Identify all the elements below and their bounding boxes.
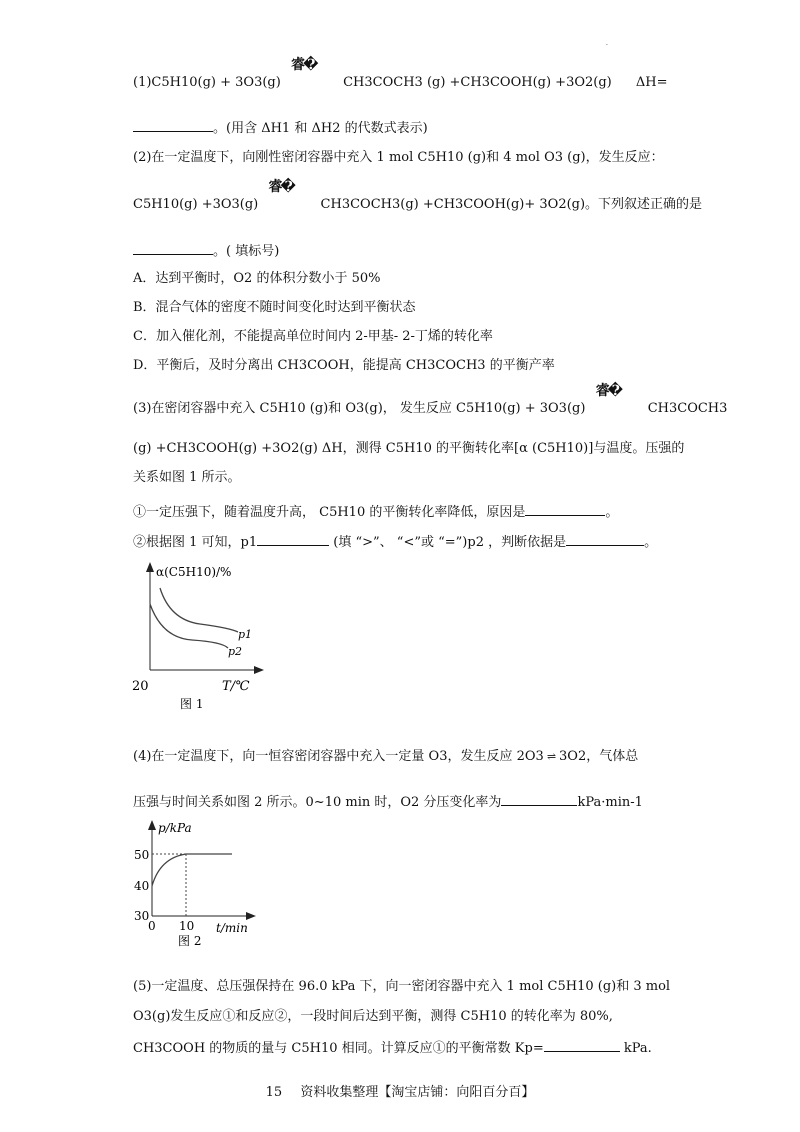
q3-sub2a: ②根据图 1 可知，p1 (133, 535, 258, 550)
q4-line1 (133, 748, 638, 766)
fig2-xtick-0: 0 (148, 919, 156, 933)
fig2-x-arrow (246, 912, 256, 920)
q5-line3 (133, 1038, 652, 1058)
figure-1 (130, 560, 270, 720)
fig2-ytick-40: 40 (134, 879, 150, 893)
fig2-ylabel: p/kPa (158, 821, 192, 835)
q4-line1b: 3O2，气体总 (559, 749, 639, 764)
q2-instruction: 。( 填标号) (213, 244, 280, 259)
q3-sub2c: 。 (644, 535, 658, 550)
q3-sub1b: 。 (605, 505, 619, 520)
fig1-x-start: 20 (132, 679, 149, 694)
q1-instruction: 。(用含 ΔH1 和 ΔH2 的代数式表示) (213, 121, 428, 136)
fig1-label-p2: p2 (228, 645, 243, 658)
q4-line2b: kPa·min-1 (577, 795, 643, 810)
q1-line1 (133, 56, 668, 92)
q4-line2 (133, 792, 643, 812)
reaction-arrow-3: 睿� (595, 382, 622, 399)
answer-blank-1[interactable] (133, 118, 213, 132)
q3-line1a: (3)在密闭容器中充入 C5H10 (g)和 O3(g)， 发生反应 C5H10(g) + 3O3(g) (133, 401, 586, 416)
fig1-xlabel: T/℃ (222, 679, 250, 694)
q2-products: CH3COCH3(g) +CH3COOH(g)+ 3O2(g)。下列叙述正确的是 (320, 197, 703, 212)
q5-line3a: CH3COOH 的物质的量与 C5H10 相同。计算反应①的平衡常数 Kp= (133, 1041, 544, 1056)
q1-products: CH3COCH3 (g) +CH3COOH(g) +3O2(g) (343, 75, 612, 90)
q2-intro: (2)在一定温度下，向刚性密闭容器中充入 1 mol C5H10 (g)和 4 mol O3 (g)，发生反应： (133, 150, 664, 165)
footer-text: 资料收集整理【淘宝店铺：向阳百分百】 (300, 1085, 535, 1100)
q3-line2: (g) +CH3COOH(g) +3O2(g) ΔH，测得 C5H10 的平衡转化率[α (C5H10)]与温度。压强的 (133, 441, 685, 456)
q3-line3: 关系如图 1 所示。 (133, 470, 241, 485)
fig1-caption: 图 1 (180, 697, 204, 711)
q3-sub1 (133, 502, 618, 522)
q5-line1: (5)一定温度、总压强保持在 96.0 kPa 下，向一密闭容器中充入 1 mol C5H10 (g)和 3 mol (133, 979, 671, 994)
q2-reactants: C5H10(g) +3O3(g) (133, 197, 259, 212)
fig1-ylabel: α(C5H10)/% (156, 565, 232, 579)
option-c: C．加入催化剂，不能提高单位时间内 2-甲基- 2-丁烯的转化率 (133, 329, 493, 344)
answer-blank-7[interactable] (544, 1038, 620, 1052)
option-b: B．混合气体的密度不随时间变化时达到平衡状态 (133, 300, 416, 315)
fig1-x-arrow (254, 666, 264, 674)
fig2-caption: 图 2 (178, 934, 202, 948)
q3-sub2 (133, 532, 657, 552)
q2-line3 (133, 241, 279, 261)
fig2-xtick-10: 10 (179, 919, 195, 933)
option-a: A．达到平衡时，O2 的体积分数小于 50% (133, 271, 381, 286)
q1-equation: (1)C5H10(g) + 3O3(g) (133, 75, 281, 90)
fig2-ytick-50: 50 (134, 848, 150, 862)
equilibrium-arrow-icon: ⇌ (546, 749, 557, 763)
answer-blank-2[interactable] (133, 241, 213, 255)
option-d: D．平衡后，及时分离出 CH3COOH，能提高 CH3COCH3 的平衡产率 (133, 358, 555, 373)
fig2-y-arrow (148, 820, 156, 830)
q1-line2 (133, 118, 428, 138)
q2-line2 (133, 178, 703, 214)
answer-blank-6[interactable] (501, 792, 577, 806)
q3-sub1a: ①一定压强下，随着温度升高， C5H10 的平衡转化率降低，原因是 (133, 505, 526, 520)
q1-dh: ΔH= (635, 75, 668, 90)
fig2-ytick-30: 30 (134, 909, 150, 923)
q3-sub2b: (填 “>”、 “<”或 “=”)p2 ，判断依据是 (329, 535, 567, 550)
fig2-pressure-curve (152, 854, 232, 886)
q3-line1b: CH3COCH3 (647, 401, 728, 416)
corner-mark: · (606, 42, 608, 49)
answer-blank-3[interactable] (525, 502, 605, 516)
q3-line1 (133, 382, 728, 418)
answer-blank-5[interactable] (566, 532, 644, 546)
fig2-xlabel: t/min (216, 921, 248, 935)
fig1-curve-p1 (160, 588, 238, 632)
q4-line1a: (4)在一定温度下，向一恒容密闭容器中充入一定量 O3，发生反应 2O3 (133, 749, 544, 764)
fig1-label-p1: p1 (238, 628, 253, 641)
q5-line2: O3(g)发生反应①和反应②，一段时间后达到平衡，测得 C5H10 的转化率为 80%, (133, 1009, 613, 1024)
figure-2 (130, 818, 260, 953)
reaction-arrow-2: 睿� (268, 178, 294, 195)
q4-line2a: 压强与时间关系如图 2 所示。0~10 min 时，O2 分压变化率为 (133, 795, 502, 810)
page-footer (0, 1081, 800, 1100)
fig1-y-arrow (146, 562, 154, 572)
reaction-arrow-1: 睿� (290, 56, 317, 73)
page-number: 15 (265, 1085, 283, 1100)
answer-blank-4[interactable] (257, 532, 329, 546)
q5-line3b: kPa. (619, 1041, 652, 1056)
